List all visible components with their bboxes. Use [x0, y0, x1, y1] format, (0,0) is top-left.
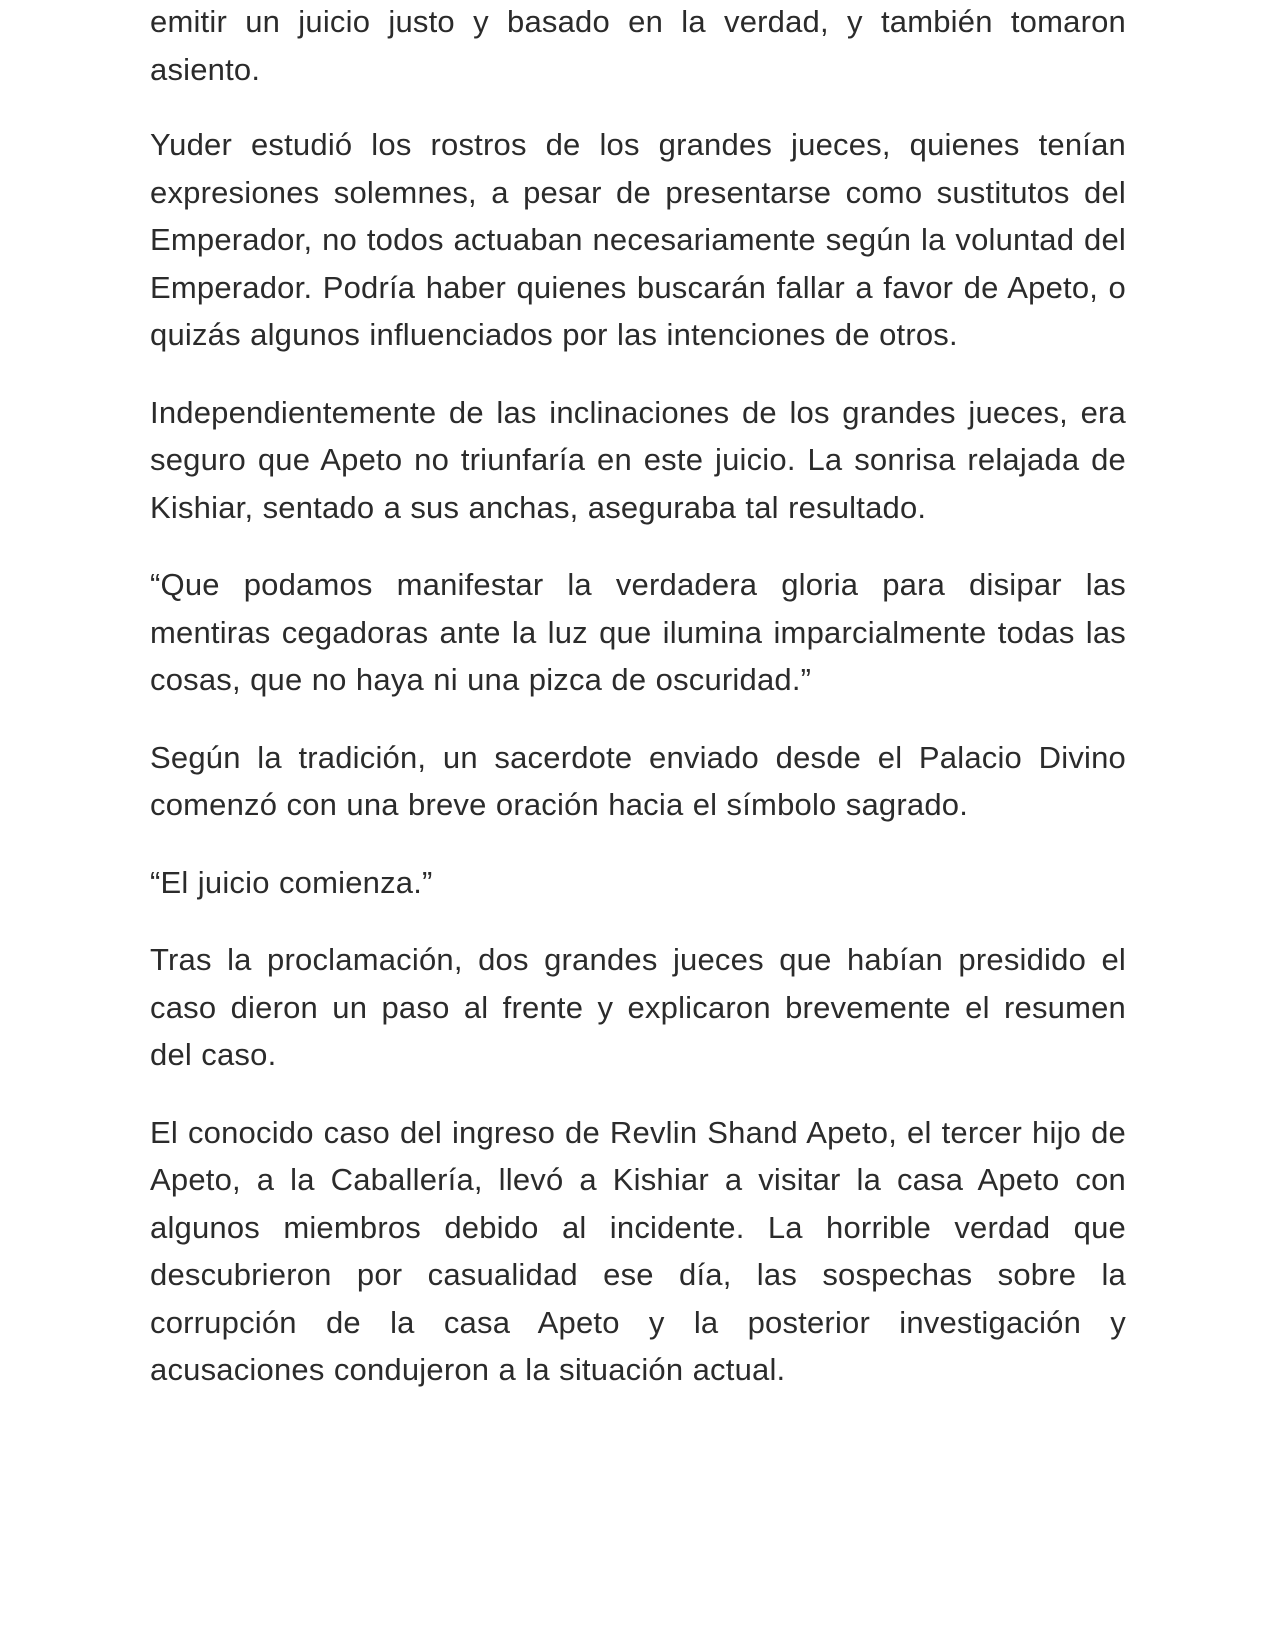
paragraph-5: Según la tradición, un sacerdote enviado desde el Palacio Divino comenzó con una breve oración hacia el símbolo sagrado. [150, 739, 1126, 822]
paragraph-8: El conocido caso del ingreso de Revlin Shand Apeto, el tercer hijo de Apeto, a la Caballería, llevó a Kishiar a visitar la casa Apeto con algunos miembros debido al incidente. La horrible verdad que descubrieron por casualidad ese día, las sospechas sobre la corrupción de la casa Apeto y la posterior investigación y acusaciones condujeron a la situación actual. [150, 1114, 1126, 1387]
paragraph-3: Independientemente de las inclinaciones de los grandes jueces, era seguro que Apeto no triunfaría en este juicio. La sonrisa relajada de Kishiar, sentado a sus anchas, aseguraba tal resultado. [150, 394, 1126, 525]
document-body [150, 121, 1126, 1424]
paragraph-1: emitir un juicio justo y basado en la verdad, y también tomaron asiento. [150, 4, 1126, 87]
paragraph-2: Yuder estudió los rostros de los grandes jueces, quienes tenían expresiones solemnes, a pesar de presentarse como sustitutos del Emperador, no todos actuaban necesariamente según la voluntad del Emperador. Podría haber quienes buscarán fallar a favor de Apeto, o quizás algunos influenciados por las intenciones de otros. [150, 127, 1126, 352]
paragraph-7: Tras la proclamación, dos grandes jueces que habían presidido el caso dieron un paso al frente y explicaron brevemente el resumen del caso. [150, 942, 1126, 1072]
paragraph-6: “El juicio comienza.” [150, 864, 433, 900]
paragraph-4: “Que podamos manifestar la verdadera gloria para disipar las mentiras cegadoras ante la luz que ilumina imparcialmente todas las cosas, que no haya ni una pizca de oscuridad.” [150, 567, 1126, 697]
